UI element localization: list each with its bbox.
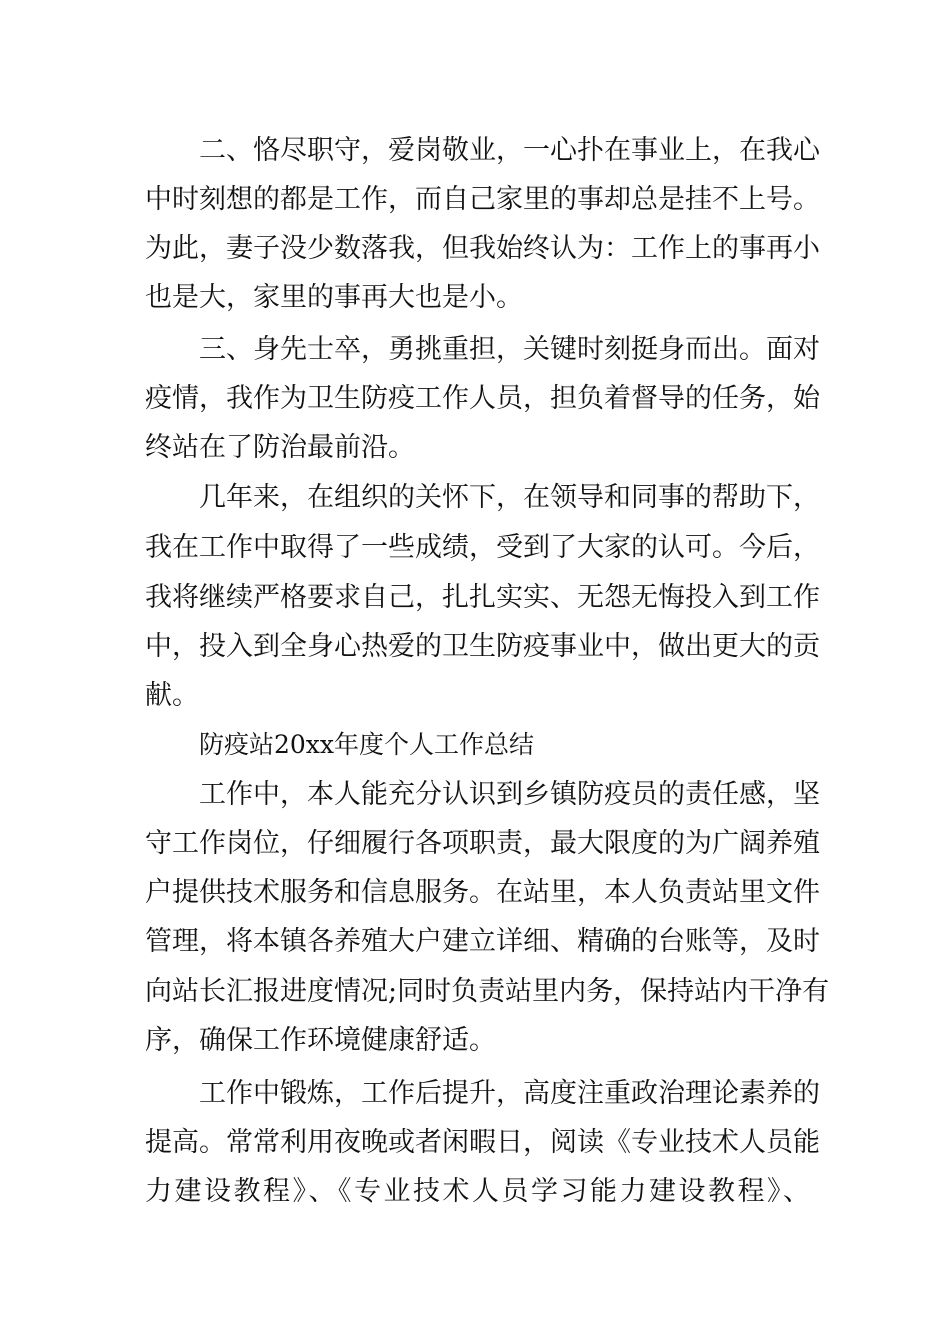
paragraph-3-line-3: 终站在了防治最前沿。 — [145, 432, 415, 463]
paragraph-5-line-5: 向站长汇报进度情况;同时负责站里内务，保持站内干净有 — [145, 976, 830, 1007]
paragraph-5-line-2: 守工作岗位，仔细履行各项职责，最大限度的为广阔养殖 — [145, 828, 820, 859]
paragraph-3-line-1: 三、身先士卒，勇挑重担，关键时刻挺身而出。面对 — [199, 334, 820, 365]
paragraph-6-line-1: 工作中锻炼，工作后提升，高度注重政治理论素养的 — [199, 1078, 820, 1109]
paragraph-4-line-2: 我在工作中取得了一些成绩，受到了大家的认可。今后， — [145, 532, 820, 563]
paragraph-5-line-1: 工作中，本人能充分认识到乡镇防疫员的责任感，坚 — [199, 779, 820, 810]
paragraph-4-line-1: 几年来，在组织的关怀下，在领导和同事的帮助下， — [199, 482, 820, 513]
paragraph-6-line-3: 力建设教程》、《专业技术人员学习能力建设教程》、 — [145, 1176, 810, 1207]
paragraph-6-line-2: 提高。常常利用夜晚或者闲暇日，阅读《专业技术人员能 — [145, 1127, 820, 1158]
paragraph-5-line-3: 户提供技术服务和信息服务。在站里，本人负责站里文件 — [145, 877, 820, 908]
paragraph-4-line-5: 献。 — [145, 680, 199, 711]
paragraph-4-line-3: 我将继续严格要求自己，扎扎实实、无怨无悔投入到工作 — [145, 582, 820, 613]
paragraph-4-line-4: 中，投入到全身心热爱的卫生防疫事业中，做出更大的贡 — [145, 631, 820, 662]
paragraph-2-line-2: 中时刻想的都是工作，而自己家里的事却总是挂不上号。 — [145, 184, 820, 215]
paragraph-5-line-4: 管理，将本镇各养殖大户建立详细、精确的台账等，及时 — [145, 926, 820, 957]
paragraph-2-line-4: 也是大，家里的事再大也是小。 — [145, 282, 523, 313]
paragraph-3-line-2: 疫情，我作为卫生防疫工作人员，担负着督导的任务，始 — [145, 383, 820, 414]
paragraph-2-line-3: 为此，妻子没少数落我，但我始终认为：工作上的事再小 — [145, 233, 820, 264]
paragraph-5-line-6: 序，确保工作环境健康舒适。 — [145, 1025, 496, 1056]
paragraph-2-line-1: 二、恪尽职守，爱岗敬业，一心扑在事业上，在我心 — [199, 135, 820, 166]
section-heading: 防疫站20xx年度个人工作总结 — [199, 730, 535, 759]
